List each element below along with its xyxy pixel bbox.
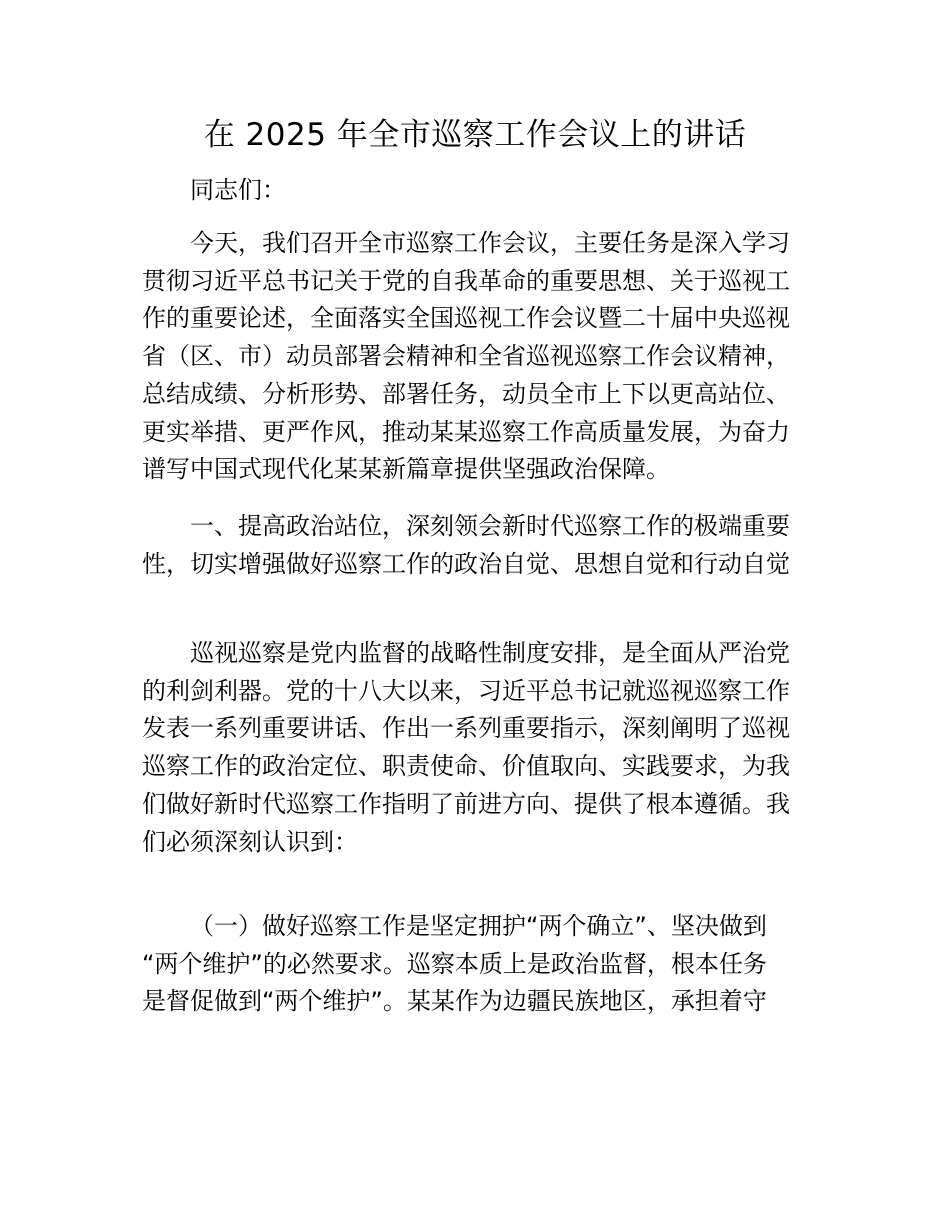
text-line: 总结成绩、分析形势、部署任务，动员全市上下以更高站位、 bbox=[142, 379, 790, 408]
text-line: 是督促做到“两个维护”。某某作为边疆民族地区，承担着守 bbox=[142, 987, 767, 1016]
paragraph-body bbox=[142, 635, 810, 861]
text-line: 同志们： bbox=[190, 176, 286, 204]
text-line: 们必须深刻认识到： bbox=[142, 827, 358, 856]
text-line: 省（区、市）动员部署会精神和全省巡视巡察工作会议精神， bbox=[142, 342, 790, 371]
text-line: （一）做好巡察工作是坚定拥护“两个确立”、坚决做到 bbox=[190, 912, 767, 940]
text-line: 作的重要论述，全面落实全国巡视工作会议暨二十届中央巡视 bbox=[142, 304, 790, 333]
text-line: 贯彻习近平总书记关于党的自我革命的重要思想、关于巡视工 bbox=[142, 266, 790, 295]
salutation bbox=[142, 172, 810, 210]
text-line: 一、提高政治站位，深刻领会新时代巡察工作的极端重要 bbox=[190, 512, 790, 540]
text-line: 谱写中国式现代化某某新篇章提供坚强政治保障。 bbox=[142, 455, 670, 484]
subsection-paragraph bbox=[142, 908, 810, 1021]
text-line: 更实举措、更严作风，推动某某巡察工作高质量发展，为奋力 bbox=[142, 417, 790, 446]
text-line: 的利剑利器。党的十八大以来，习近平总书记就巡视巡察工作 bbox=[142, 676, 790, 705]
text-line: 今天，我们召开全市巡察工作会议，主要任务是深入学习 bbox=[190, 229, 790, 257]
document-title: 在 2025 年全市巡察工作会议上的讲话 bbox=[203, 117, 747, 153]
text-line: 发表一系列重要讲话、作出一系列重要指示，深刻阐明了巡视 bbox=[142, 714, 790, 743]
paragraph-opening bbox=[142, 225, 810, 489]
text-line: 性，切实增强做好巡察工作的政治自觉、思想自觉和行动自觉 bbox=[142, 549, 790, 578]
text-line: “两个维护”的必然要求。巡察本质上是政治监督，根本任务 bbox=[142, 949, 767, 978]
text-line: 巡察工作的政治定位、职责使命、价值取向、实践要求，为我 bbox=[142, 752, 790, 781]
text-line: 巡视巡察是党内监督的战略性制度安排，是全面从严治党 bbox=[190, 639, 790, 667]
section-heading-1 bbox=[142, 508, 810, 583]
text-line: 们做好新时代巡察工作指明了前进方向、提供了根本遵循。我 bbox=[142, 789, 790, 818]
